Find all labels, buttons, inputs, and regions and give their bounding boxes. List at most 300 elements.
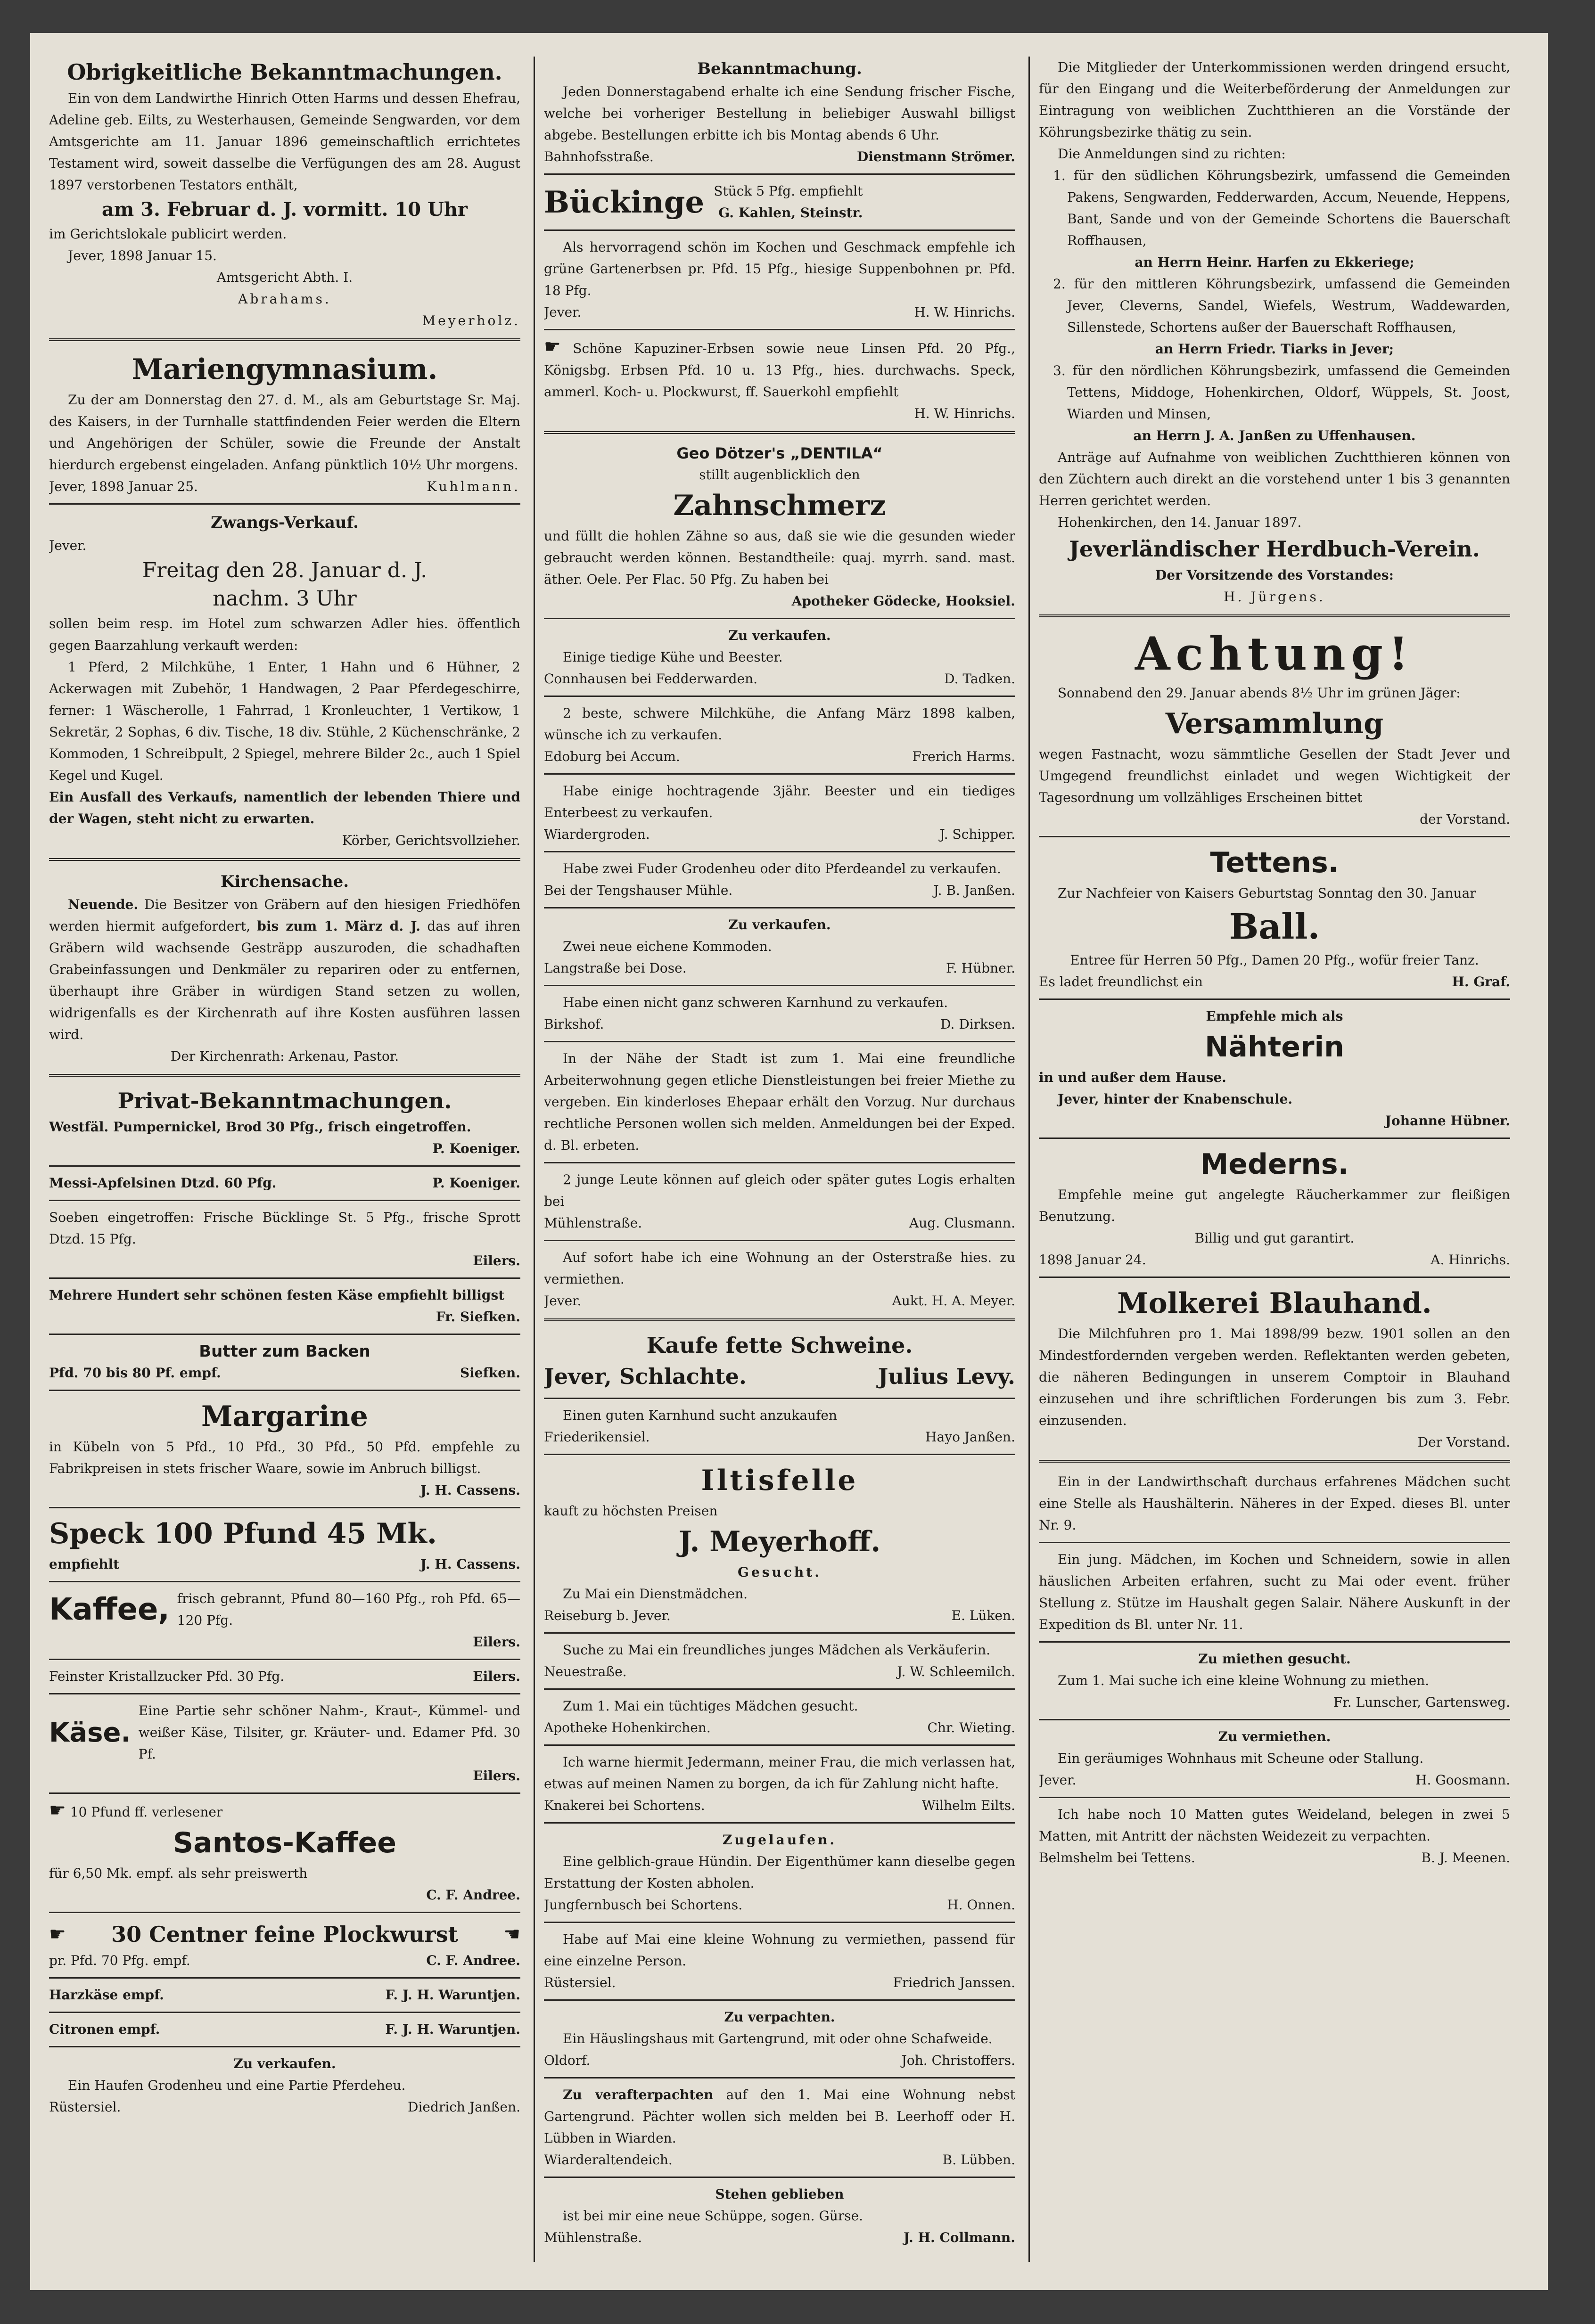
signature: Dienstmann Strömer. [857, 149, 1015, 164]
judge-name: Abrahams. [238, 291, 331, 307]
ad-text: Zum 1. Mai ein tüchtiges Mädchen gesucht. [563, 1698, 858, 1714]
signature: H. Graf. [1452, 974, 1510, 990]
ad-text: Auf sofort habe ich eine Wohnung an der Osterstraße hies. zu vermiethen. [544, 1250, 1015, 1287]
ad-title: Kaffee, [49, 1592, 170, 1627]
district-contact: an Herrn Heinr. Harfen zu Ekkeriege; [1135, 254, 1414, 270]
signature: C. F. Andree. [426, 1887, 520, 1903]
ad-title: Versammlung [1165, 707, 1384, 740]
notice-body: das auf ihren Gräbern wild wachsende Gesträpp auszuroden, die schadhaften Grabeinfassungen und Denkmäler zu repariren oder zu entfernen, überhaupt ihre Gräber in würdigen Stand setzen zu wollen, widrigenfalls es der Kirchenrath auf ihre Kosten ausführen lassen wird. [49, 918, 520, 1042]
signature: Julius Levy. [878, 1364, 1015, 1389]
notice-body: Ein von dem Landwirthe Hinrich Otten Harms und dessen Ehefrau, Adeline geb. Eilts, zu Westerhausen, Gemeinde Sengwarden, vor dem Amtsgerichte am 11. Januar 1896 gemeinschaftlich errichtetes Testament wird, soweit dasselbe die Verfügungen des am 28. August 1897 verstorbenen Testators enthält, [49, 90, 520, 193]
ad-text: Ich habe noch 10 Matten gutes Weideland, belegen in zwei 5 Matten, mit Antritt der nächsten Weidezeit zu verpachten. [1039, 1807, 1510, 1844]
signature-row [544, 824, 1015, 845]
divider [1039, 1797, 1510, 1798]
ad-place: Bei der Tengshauser Mühle. [544, 883, 733, 898]
ad-text: Zwei neue eichene Kommoden. [563, 939, 772, 954]
signature: J. H. Cassens. [420, 1482, 520, 1498]
signature-row [544, 1426, 1015, 1448]
ad-text: für 6,50 Mk. empf. als sehr preiswerth [49, 1866, 308, 1881]
section-title: Obrigkeitliche Bekanntmachungen. [67, 59, 502, 85]
notice-date: am 3. Februar d. J. vormitt. 10 Uhr [102, 198, 468, 221]
signature: Hayo Janßen. [925, 1429, 1015, 1445]
deadline: bis zum 1. März d. J. [257, 918, 421, 934]
ad-text: auf den 1. Mai eine Wohnung nebst Gartengrund. Pächter wollen sich melden bei B. Leerhoff oder H. Lübben in Wiarden. [544, 2087, 1015, 2146]
ad-row [49, 1172, 520, 1194]
ad-text: Jever, Schlachte. [544, 1364, 747, 1389]
ad-row [49, 1554, 520, 1575]
divider [544, 773, 1015, 775]
ad-title: Speck 100 Pfund 45 Mk. [49, 1517, 437, 1550]
ad-title: Molkerei Blauhand. [1117, 1287, 1432, 1320]
divider [49, 1693, 520, 1694]
signature-row [544, 2149, 1015, 2171]
ad-row [49, 1950, 520, 1972]
signature-row [544, 880, 1015, 901]
ad-place: Connhausen bei Fedderwarden. [544, 671, 758, 687]
divider [49, 2046, 520, 2047]
signature: G. Kahlen, Steinstr. [718, 205, 863, 221]
divider [544, 618, 1015, 619]
ad-text: 2 beste, schwere Milchkühe, die Anfang März 1898 kalben, wünsche ich zu verkaufen. [544, 705, 1015, 743]
signature: Meyerholz. [422, 313, 520, 328]
ad-text: Ein Haufen Grodenheu und eine Partie Pferdeheu. [68, 2078, 406, 2093]
notice-title: Bekanntmachung. [697, 59, 862, 78]
signature: Fr. Lunscher, Gartensweg. [1333, 1694, 1510, 1710]
ad-place: Friederikensiel. [544, 1429, 650, 1445]
ad-row [49, 1666, 520, 1687]
signature-row [49, 476, 520, 498]
newspaper-page [30, 33, 1548, 2290]
ad-text: Einige tiedige Kühe und Beester. [563, 649, 783, 665]
ad-place: Birkshof. [544, 1016, 604, 1032]
signature: Fr. Siefken. [436, 1309, 520, 1325]
ad-place: Wiarderaltendeich. [544, 2152, 673, 2168]
ad-title: Tettens. [1210, 846, 1339, 879]
divider [49, 1912, 520, 1913]
signature: D. Dirksen. [940, 1016, 1015, 1032]
district-item: 2. für den mittleren Köhrungsbezirk, umfassend die Gemeinden Jever, Cleverns, Sandel, Wiefels, Westrum, Waddewarden, Sillenstede, Schortens außer der Bauerschaft Roffhausen, [1053, 276, 1510, 335]
ad-text: kauft zu höchsten Preisen [544, 1503, 718, 1519]
ad-text: Zur Nachfeier von Kaisers Geburtstag Sonntag den 30. Januar [1058, 885, 1476, 901]
signature: H. Goosmann. [1415, 1772, 1510, 1788]
ad-place: Mühlenstraße. [544, 1215, 642, 1231]
ad-text: Eine gelblich-graue Hündin. Der Eigenthümer kann dieselbe gegen Erstattung der Kosten abholen. [544, 1854, 1015, 1891]
signature: Frerich Harms. [912, 749, 1015, 764]
divider [1039, 1460, 1510, 1465]
ad-title: Zu verpachten. [724, 2009, 835, 2025]
notice-date: Hohenkirchen, den 14. Januar 1897. [1058, 515, 1302, 530]
column-1 [49, 57, 520, 2271]
ad-title: Zu verkaufen. [233, 2056, 336, 2071]
signature: Friedrich Janssen. [893, 1975, 1015, 1990]
notice-lead: Neuende. [68, 897, 139, 912]
signature: E. Lüken. [951, 1608, 1015, 1623]
org-name: Jeverländischer Herdbuch-Verein. [1069, 536, 1480, 562]
divider [1039, 1542, 1510, 1543]
notice-title: Mariengymnasium. [132, 353, 438, 386]
divider [544, 1999, 1015, 2001]
ad-title: Käse. [49, 1717, 131, 1748]
signature: Chr. Wieting. [927, 1720, 1015, 1735]
ad-title: Zu verafterpachten [563, 2087, 714, 2103]
ad-place: Jever. [544, 304, 582, 320]
ad-text: Ein geräumiges Wohnhaus mit Scheune oder Stallung. [1058, 1751, 1424, 1766]
ad-place: Reiseburg b. Jever. [544, 1608, 671, 1623]
ad-text: Habe einige hochtragende 3jähr. Beester und ein tiediges Enterbeest zu verkaufen. [544, 783, 1015, 820]
ad-text: Empfehle mich als [1206, 1008, 1343, 1024]
divider [544, 431, 1015, 436]
divider [1039, 614, 1510, 619]
ad-title: Gesucht. [738, 1564, 822, 1580]
ad-title: 30 Centner feine Plockwurst [111, 1922, 458, 1947]
ad-header: Geo Dötzer's „DENTILA“ [676, 444, 883, 462]
divider [544, 1744, 1015, 1746]
pointing-hand-icon: ☛ [49, 1800, 66, 1821]
sale-time: nachm. 3 Uhr [213, 587, 357, 611]
divider [1039, 1719, 1510, 1720]
notice-title: Kirchensache. [220, 872, 349, 891]
ad-row [49, 1362, 520, 1384]
ad-text: Zum 1. Mai suche ich eine kleine Wohnung zu miethen. [1058, 1673, 1430, 1688]
ad-text: 2 junge Leute können auf gleich oder später gutes Logis erhalten bei [544, 1172, 1015, 1209]
divider [49, 2012, 520, 2013]
ad-text: Eine Partie sehr schöner Nahm-, Kraut-, Kümmel- und weißer Käse, Tilsiter, gr. Kräuter- und. Edamer Pfd. 30 Pf. [138, 1703, 520, 1762]
ad-text: Ein Häuslingshaus mit Gartengrund, mit oder ohne Schafweide. [563, 2031, 993, 2046]
divider [544, 229, 1015, 231]
signature: J. W. Schleemilch. [897, 1664, 1015, 1679]
divider [49, 1074, 520, 1079]
district-item: 1. für den südlichen Köhrungsbezirk, umfassend die Gemeinden Pakens, Sengwarden, Fedderwarden, Accum, Neuende, Heppens, Bant, Sande und von der Gemeinde Schortens die Bauerschaft Roffhausen, [1053, 168, 1510, 248]
ad-text: Harzkäse empf. [49, 1987, 164, 2003]
ad-text: Soeben eingetroffen: Frische Bücklinge St. 5 Pfg., frische Sprott Dtzd. 15 Pfg. [49, 1210, 520, 1247]
divider [544, 1318, 1015, 1323]
ad-text: Billig und gut garantirt. [1194, 1230, 1355, 1246]
divider [544, 907, 1015, 908]
notice-place: Jever, 1898 Januar 15. [68, 248, 217, 263]
divider [544, 1632, 1015, 1634]
signature: H. Jürgens. [1224, 589, 1325, 605]
signature-row [544, 1661, 1015, 1683]
ad-text: Messi-Apfelsinen Dtzd. 60 Pfg. [49, 1175, 277, 1191]
ad-text: frisch gebrannt, Pfund 80—160 Pfg., roh Pfd. 65—120 Pfg. [177, 1591, 520, 1628]
ad-text: Entree für Herren 50 Pfg., Damen 20 Pfg., wofür freier Tanz. [1070, 952, 1479, 968]
divider [49, 1200, 520, 1201]
ad-text: Habe zwei Fuder Grodenheu oder dito Pferdeandel zu verkaufen. [563, 861, 1001, 876]
ad-title: Iltisfelle [701, 1464, 858, 1497]
notice-place: Jever. [49, 538, 87, 553]
signature-row [49, 2096, 520, 2118]
notice-body: Zu der am Donnerstag den 27. d. M., als am Geburtstage Sr. Maj. des Kaisers, in der Turnhalle stattfindenden Feier werden die Eltern und Angehörigen der Schüler, sowie die Freunde der Anstalt hierdurch ergebenst eingeladen. Anfang pünktlich 10½ Uhr morgens. [49, 392, 520, 473]
pointing-hand-icon: ☛ [544, 336, 561, 358]
signature: F. Hübner. [945, 960, 1015, 976]
signature: Eilers. [473, 1634, 520, 1650]
notice-emphasis: Ein Ausfall des Verkaufs, namentlich der lebenden Thiere und der Wagen, steht nicht zu erwarten. [49, 789, 520, 826]
divider [49, 1581, 520, 1582]
column-2 [544, 57, 1015, 2271]
signature-row [544, 1795, 1015, 1817]
signature-row [544, 957, 1015, 979]
ad-text: wegen Fastnacht, wozu sämmtliche Gesellen der Stadt Jever und Umgegend freundlichst einladet und wegen Wichtigkeit der Tagesordnung um vollzähliges Erscheinen bittet [1039, 746, 1510, 805]
item-list: 1 Pferd, 2 Milchkühe, 1 Enter, 1 Hahn und 6 Hühner, 2 Ackerwagen mit Zubehör, 1 Handwagen, 2 Paar Pferdegeschirre, ferner: 1 Wäscherolle, 1 Fahrrad, 1 Kronleuchter, 1 Vertikow, 1 Sekretär, 2 Sophas, 6 div. Tische, 18 div. Stühle, 2 Küchenschränke, 2 Kommoden, 1 Schreibpult, 2 Spiegel, mehrere Bilder 2c., auch 1 Spiel Kegel und Kugel. [49, 659, 520, 783]
sale-date: Freitag den 28. Januar d. J. [142, 558, 428, 582]
ad-text: Ein in der Landwirthschaft durchaus erfahrenes Mädchen sucht eine Stelle als Haushälterin. Näheres in der Exped. dieses Bl. unter Nr. 9. [1039, 1474, 1510, 1533]
ad-row [544, 180, 1015, 224]
column-rule [534, 57, 535, 2262]
ad-text: Zu Mai ein Dienstmädchen. [563, 1586, 748, 1602]
signature: J. Schipper. [939, 826, 1015, 842]
signature: H. W. Hinrichs. [914, 406, 1015, 421]
signature: Siefken. [460, 1365, 520, 1381]
pointing-hand-icon: ☛ [49, 1923, 66, 1945]
ad-text: Pfd. 70 bis 80 Pf. empf. [49, 1365, 221, 1381]
signature: C. F. Andree. [426, 1953, 520, 1968]
ad-row [49, 1919, 520, 1950]
notice-body: Die Anmeldungen sind zu richten: [1058, 146, 1286, 162]
divider [544, 2077, 1015, 2079]
ad-title: Mederns. [1200, 1148, 1349, 1181]
official-notice [49, 57, 520, 332]
signature-row [544, 1014, 1015, 1035]
signature-row [544, 2227, 1015, 2249]
signature-row [544, 1972, 1015, 1994]
signature-row [544, 2050, 1015, 2071]
ad-date: 1898 Januar 24. [1039, 1252, 1146, 1268]
divider [1039, 1277, 1510, 1278]
ad-text: Feinster Kristallzucker Pfd. 30 Pfg. [49, 1669, 285, 1684]
signature: H. Onnen. [947, 1897, 1015, 1913]
divider [49, 1659, 520, 1660]
ad-text: Als hervorragend schön im Kochen und Geschmack empfehle ich grüne Gartenerbsen pr. Pfd. 15 Pfg., hiesige Suppenbohnen pr. Pfd. 18 Pfg. [544, 239, 1015, 298]
ad-text: Schöne Kapuziner-Erbsen sowie neue Linsen Pfd. 20 Pfg., Königsbg. Erbsen Pfd. 10 u. 13 Pfg., hies. durchwachs. Speck, ammerl. Koch- u. Plockwurst, ff. Sauerkohl empfiehlt [544, 341, 1015, 400]
ad-title: Ball. [1229, 907, 1320, 947]
signature-row [544, 1290, 1015, 1312]
ad-place: Jever. [1039, 1772, 1077, 1788]
ad-text: stillt augenblicklich den [699, 467, 860, 483]
notice-body: sollen beim resp. im Hotel zum schwarzen Adler hies. öffentlich gegen Baarzahlung verkauft werden: [49, 616, 520, 653]
ad-title: Zu miethen gesucht. [1198, 1651, 1351, 1667]
ad-place: Rüstersiel. [49, 2099, 121, 2115]
divider [1039, 1137, 1510, 1139]
section-title: Privat-Bekanntmachungen. [117, 1088, 452, 1113]
divider [1039, 1641, 1510, 1643]
ad-text: Habe auf Mai eine kleine Wohnung zu vermiethen, passend für eine einzelne Person. [544, 1931, 1015, 1969]
signature: F. J. H. Waruntjen. [385, 1987, 520, 2003]
divider [49, 858, 520, 863]
signature: Apotheker Gödecke, Hooksiel. [791, 593, 1015, 609]
notice-title: Zwangs-Verkauf. [211, 513, 359, 532]
signature: Körber, Gerichtsvollzieher. [342, 833, 520, 848]
divider [544, 1162, 1015, 1163]
ad-place: Oldorf. [544, 2053, 591, 2068]
ad-title: Zu verkaufen. [728, 628, 831, 643]
ad-text: in Kübeln von 5 Pfd., 10 Pfd., 30 Pfd., 50 Pfd. empfehle zu Fabrikpreisen in stets frischer Waare, sowie im Anbruch billigst. [49, 1439, 520, 1476]
signature-row [544, 146, 1015, 168]
signature: Diedrich Janßen. [407, 2099, 520, 2115]
signature: Johanne Hübner. [1385, 1113, 1510, 1129]
divider [49, 1507, 520, 1508]
ad-row [49, 1700, 520, 1765]
ad-text: Citronen empf. [49, 2021, 160, 2037]
pointing-hand-icon: ☚ [503, 1923, 520, 1945]
signatory-role: Der Vorsitzende des Vorstandes: [1155, 567, 1394, 583]
divider [49, 1165, 520, 1167]
signature-row [544, 1212, 1015, 1234]
ad-text: Es ladet freundlichst ein [1039, 974, 1203, 990]
notice-body: im Gerichtslokale publicirt werden. [49, 226, 287, 242]
signature-row [1039, 1847, 1510, 1869]
ad-place: Jever. [544, 1293, 582, 1309]
notice-body: Die Mitglieder der Unterkommissionen werden dringend ersucht, für den Eingang und die Weiterbeförderung der Anmeldungen zur Eintragung von weiblichen Zuchtthieren an die Vorstände der Köhrungsbezirke thätig zu sein. [1039, 59, 1510, 140]
divider [544, 173, 1015, 175]
ad-title: Margarine [201, 1400, 368, 1433]
signature: Joh. Christoffers. [901, 2053, 1015, 2068]
ad-title: Zahnschmerz [673, 489, 886, 522]
signature: D. Tadken. [944, 671, 1015, 687]
signature: P. Koeniger. [432, 1141, 520, 1156]
signature: J. B. Janßen. [933, 883, 1015, 898]
signature: Eilers. [473, 1768, 520, 1784]
ad-text: Die Milchfuhren pro 1. Mai 1898/99 bezw. 1901 sollen an den Mindestfordernden vergeben werden. Reflektanten werden gebeten, die näheren Bedingungen in unserem Comptoir in Blauhand einzusehen und ihre schriftlichen Forderungen bis zum 3. Febr. einzusenden. [1039, 1326, 1510, 1428]
signature: Eilers. [473, 1669, 520, 1684]
ad-text: pr. Pfd. 70 Pfg. empf. [49, 1953, 190, 1968]
notice-place: Jever, 1898 Januar 25. [49, 479, 198, 494]
signature: B. Lübben. [942, 2152, 1015, 2168]
ad-place: Wiardergroden. [544, 826, 650, 842]
ad-title: Achtung! [1135, 627, 1414, 680]
column-rule [1028, 57, 1030, 2262]
notice-body: Jeden Donnerstagabend erhalte ich eine Sendung frischer Fische, welche bei vorheriger Bestellung in beliebiger Auswahl billigst abgebe. Bestellungen erbitte ich bis Montag abends 6 Uhr. [544, 84, 1015, 143]
signature: der Vorstand. [1420, 811, 1510, 827]
ad-place: Rüstersiel. [544, 1975, 616, 1990]
district-contact: an Herrn J. A. Janßen zu Uffenhausen. [1133, 428, 1416, 443]
private-notices [49, 1085, 520, 2118]
divider [544, 696, 1015, 697]
ad-text: Einen guten Karnhund sucht anzukaufen [563, 1407, 838, 1423]
divider [544, 329, 1015, 330]
signature: Aug. Clusmann. [909, 1215, 1015, 1231]
divider [544, 2177, 1015, 2178]
divider [1039, 836, 1510, 837]
ad-title: Nähterin [1205, 1031, 1344, 1064]
ad-text: empfiehlt [49, 1556, 120, 1572]
divider [544, 1822, 1015, 1824]
ad-title: Zugelaufen. [722, 1832, 837, 1848]
signature: J. H. Cassens. [420, 1556, 520, 1572]
ad-title: Stehen geblieben [715, 2186, 844, 2202]
ad-place: Mühlenstraße. [544, 2230, 642, 2245]
ad-place: Edoburg bei Accum. [544, 749, 680, 764]
divider [544, 985, 1015, 986]
divider [1039, 998, 1510, 1000]
divider [544, 851, 1015, 852]
divider [544, 1398, 1015, 1399]
signature-row [1039, 1769, 1510, 1791]
ad-row [49, 1588, 520, 1631]
divider [49, 1277, 520, 1279]
ad-title: Bückinge [544, 184, 705, 220]
divider [544, 1240, 1015, 1241]
signature: F. J. H. Waruntjen. [385, 2021, 520, 2037]
ad-text: in und außer dem Hause. [1039, 1070, 1226, 1085]
signature: A. Hinrichs. [1431, 1252, 1510, 1268]
ad-title: Zu verkaufen. [728, 917, 831, 933]
ad-place: Jungfernbusch bei Schortens. [544, 1897, 743, 1913]
signature: J. Meyerhoff. [678, 1525, 881, 1558]
divider [544, 1454, 1015, 1455]
gymnasium-notice [49, 350, 520, 498]
ad-text: Suche zu Mai ein freundliches junges Mädchen als Verkäuferin. [563, 1642, 990, 1658]
ad-text: und füllt die hohlen Zähne so aus, daß sie wie die gesunden wieder gebraucht werden können. Bestandtheile: quaj. myrrh. sand. mast. äther. Oele. Per Flac. 50 Pfg. Zu haben bei [544, 528, 1015, 587]
ad-text: Sonnabend den 29. Januar abends 8½ Uhr im grünen Jäger: [1058, 685, 1461, 701]
ad-title: Butter zum Backen [199, 1342, 370, 1361]
signature-row [1039, 971, 1510, 993]
district-item: 3. für den nördlichen Köhrungsbezirk, umfassend die Gemeinden Tettens, Middoge, Hohenkirchen, Oldorf, Wüppels, St. Joost, Wiarden und Minsen, [1053, 363, 1510, 422]
notice-body: Anträge auf Aufnahme von weiblichen Zuchtthieren können von den Züchtern auch direkt an die vorstehend unter 1 bis 3 genannten Herren gerichtet werden. [1039, 450, 1510, 508]
ad-place: Apotheke Hohenkirchen. [544, 1720, 711, 1735]
ad-place: Bahnhofsstraße. [544, 149, 654, 164]
divider [544, 1922, 1015, 1923]
court-name: Amtsgericht Abth. I. [216, 270, 353, 285]
signature-row [544, 1605, 1015, 1627]
signature-row [544, 1894, 1015, 1916]
signature-row [1039, 1249, 1510, 1271]
forced-sale-notice [49, 510, 520, 851]
ad-title: Santos-Kaffee [173, 1826, 396, 1859]
signature-row [544, 668, 1015, 690]
ad-place: Langstraße bei Dose. [544, 960, 687, 976]
ad-text: Ich warne hiermit Jedermann, meiner Frau, die mich verlassen hat, etwas auf meinen Namen zu borgen, da ich für Zahlung nicht hafte. [544, 1754, 1015, 1792]
notice-body: Die Besitzer von Gräbern auf den hiesigen Friedhöfen werden hiermit aufgefordert, [49, 897, 520, 934]
divider [49, 1334, 520, 1335]
ad-text: Westfäl. Pumpernickel, Brod 30 Pfg., frisch eingetroffen. [49, 1119, 471, 1135]
divider [544, 1688, 1015, 1690]
divider [49, 503, 520, 505]
ad-place: Belmshelm bei Tettens. [1039, 1850, 1195, 1866]
church-notice [49, 869, 520, 1067]
signature: Kuhlmann. [427, 479, 520, 494]
divider [49, 338, 520, 343]
ad-place: Neuestraße. [544, 1664, 627, 1679]
ad-text: Ein jung. Mädchen, im Kochen und Schneidern, sowie in allen häuslichen Arbeiten erfahren, sucht zu Mai oder event. früher Stellung z. Stütze im Haushalt gegen Salair. Nähere Auskunft in der Expedition ds Bl. unter Nr. 11. [1039, 1552, 1510, 1632]
signature: P. Koeniger. [432, 1175, 520, 1191]
ad-text: Mehrere Hundert sehr schönen festen Käse empfiehlt billigst [49, 1287, 505, 1303]
ad-text: Stück 5 Pfg. empfiehlt [714, 183, 863, 199]
signature: J. H. Collmann. [904, 2230, 1015, 2245]
divider [544, 1041, 1015, 1042]
ad-place: Jever, hinter der Knabenschule. [1058, 1091, 1293, 1107]
signature: Aukt. H. A. Meyer. [892, 1293, 1015, 1309]
ad-title: Kaufe fette Schweine. [646, 1333, 913, 1358]
signature-row [544, 302, 1015, 323]
ad-text: In der Nähe der Stadt ist zum 1. Mai eine freundliche Arbeiterwohnung gegen etliche Dienstleistungen bei freier Miethe zu vergeben. Ein kinderloses Ehepaar erhält den Vorzug. Nur durchaus rechtliche Personen wollen sich melden. Anmeldungen bei der Exped. d. Bl. erbeten. [544, 1051, 1015, 1153]
ad-row [49, 2019, 520, 2040]
signature-row [544, 746, 1015, 768]
ad-place: Knakerei bei Schortens. [544, 1798, 705, 1813]
ad-row [49, 1984, 520, 2006]
ad-text: 10 Pfund ff. verlesener [70, 1804, 223, 1820]
divider [49, 1390, 520, 1391]
column-3 [1039, 57, 1510, 2271]
signature: Der Kirchenrath: Arkenau, Pastor. [170, 1048, 399, 1064]
district-contact: an Herrn Friedr. Tiarks in Jever; [1155, 341, 1394, 357]
signature: Der Vorstand. [1417, 1434, 1510, 1450]
divider [49, 1977, 520, 1979]
signature: Wilhelm Eilts. [921, 1798, 1015, 1813]
signature: B. J. Meenen. [1421, 1850, 1510, 1866]
signature-row [544, 1717, 1015, 1739]
divider [49, 1792, 520, 1794]
ad-text: Habe einen nicht ganz schweren Karnhund zu verkaufen. [563, 995, 948, 1010]
